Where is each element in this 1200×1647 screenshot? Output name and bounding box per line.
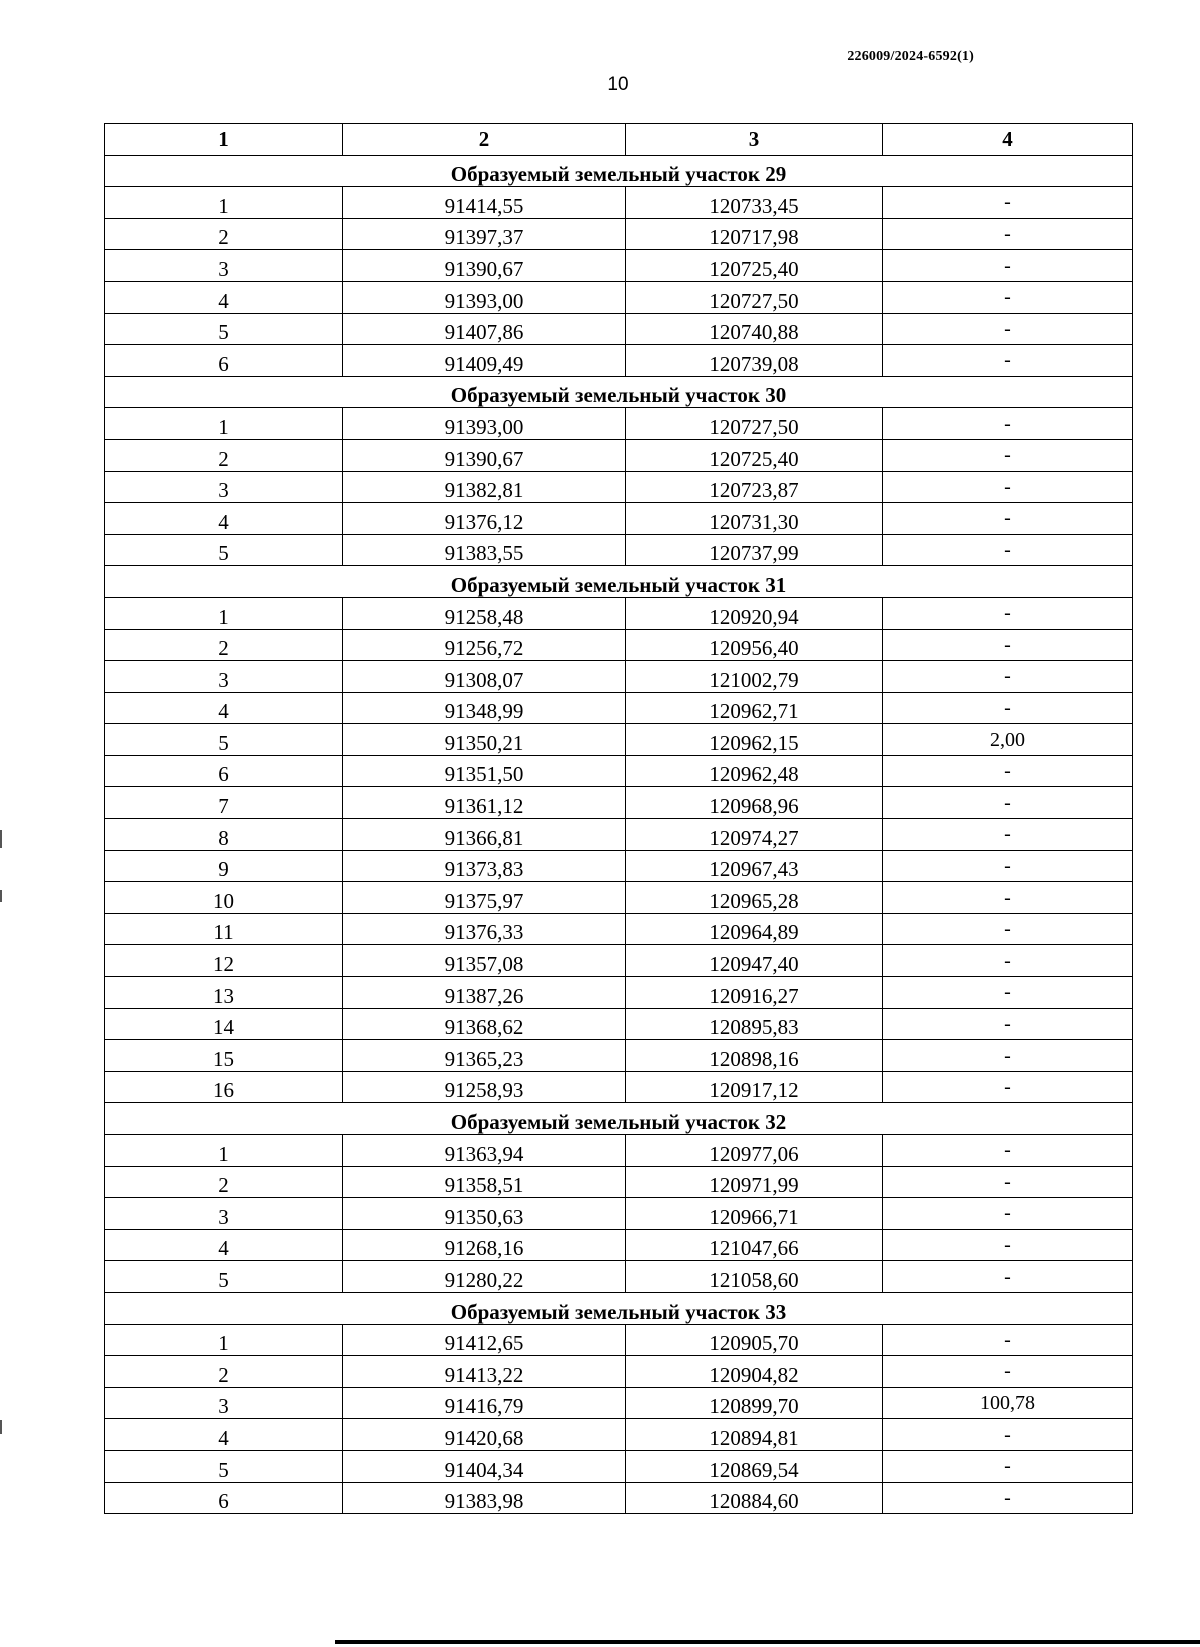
x-coordinate-cell: 91358,51 <box>343 1166 626 1198</box>
point-number-cell: 4 <box>105 503 343 535</box>
point-number-cell: 14 <box>105 1008 343 1040</box>
point-number-cell: 10 <box>105 882 343 914</box>
value-cell: - <box>883 187 1133 219</box>
scan-edge-mark <box>0 1420 2 1434</box>
y-coordinate-cell: 120884,60 <box>626 1482 883 1514</box>
table-row <box>105 1198 1133 1230</box>
table-row <box>105 1419 1133 1451</box>
point-number-cell: 13 <box>105 977 343 1009</box>
table-row <box>105 661 1133 693</box>
x-coordinate-cell: 91258,93 <box>343 1071 626 1103</box>
point-number-cell: 3 <box>105 661 343 693</box>
section-title-row <box>105 155 1133 187</box>
y-coordinate-cell: 120717,98 <box>626 218 883 250</box>
point-number-cell: 5 <box>105 534 343 566</box>
point-number-cell: 3 <box>105 1387 343 1419</box>
value-cell: - <box>883 1419 1133 1451</box>
table-row <box>105 1261 1133 1293</box>
y-coordinate-cell: 120740,88 <box>626 313 883 345</box>
table-row <box>105 345 1133 377</box>
table-row <box>105 1324 1133 1356</box>
value-cell: - <box>883 471 1133 503</box>
y-coordinate-cell: 120727,50 <box>626 408 883 440</box>
y-coordinate-cell: 121058,60 <box>626 1261 883 1293</box>
x-coordinate-cell: 91390,67 <box>343 439 626 471</box>
column-header-row <box>105 124 1133 156</box>
table-row <box>105 1482 1133 1514</box>
x-coordinate-cell: 91416,79 <box>343 1387 626 1419</box>
coordinates-table <box>104 123 1133 1514</box>
value-cell: - <box>883 218 1133 250</box>
point-number-cell: 5 <box>105 1261 343 1293</box>
section-title: Образуемый земельный участок 29 <box>105 155 1133 187</box>
y-coordinate-cell: 120737,99 <box>626 534 883 566</box>
y-coordinate-cell: 120967,43 <box>626 850 883 882</box>
value-cell: - <box>883 755 1133 787</box>
table-row <box>105 439 1133 471</box>
table-body <box>105 155 1133 1514</box>
section-title: Образуемый земельный участок 30 <box>105 376 1133 408</box>
y-coordinate-cell: 120898,16 <box>626 1040 883 1072</box>
table-row <box>105 187 1133 219</box>
table-row <box>105 1450 1133 1482</box>
x-coordinate-cell: 91357,08 <box>343 945 626 977</box>
x-coordinate-cell: 91413,22 <box>343 1356 626 1388</box>
y-coordinate-cell: 120966,71 <box>626 1198 883 1230</box>
x-coordinate-cell: 91420,68 <box>343 1419 626 1451</box>
value-cell: - <box>883 819 1133 851</box>
table-row <box>105 250 1133 282</box>
y-coordinate-cell: 120731,30 <box>626 503 883 535</box>
section-title-row <box>105 1292 1133 1324</box>
table-row <box>105 819 1133 851</box>
point-number-cell: 6 <box>105 755 343 787</box>
point-number-cell: 5 <box>105 724 343 756</box>
y-coordinate-cell: 121047,66 <box>626 1229 883 1261</box>
table-row <box>105 534 1133 566</box>
y-coordinate-cell: 120895,83 <box>626 1008 883 1040</box>
x-coordinate-cell: 91382,81 <box>343 471 626 503</box>
x-coordinate-cell: 91268,16 <box>343 1229 626 1261</box>
table-row <box>105 1229 1133 1261</box>
point-number-cell: 4 <box>105 281 343 313</box>
y-coordinate-cell: 120977,06 <box>626 1135 883 1167</box>
value-cell: - <box>883 1229 1133 1261</box>
value-cell: 100,78 <box>883 1387 1133 1419</box>
x-coordinate-cell: 91350,63 <box>343 1198 626 1230</box>
y-coordinate-cell: 120964,89 <box>626 913 883 945</box>
y-coordinate-cell: 120968,96 <box>626 787 883 819</box>
y-coordinate-cell: 120905,70 <box>626 1324 883 1356</box>
point-number-cell: 4 <box>105 692 343 724</box>
table-row <box>105 945 1133 977</box>
value-cell: - <box>883 629 1133 661</box>
y-coordinate-cell: 121002,79 <box>626 661 883 693</box>
point-number-cell: 1 <box>105 187 343 219</box>
point-number-cell: 4 <box>105 1229 343 1261</box>
x-coordinate-cell: 91383,55 <box>343 534 626 566</box>
table-row <box>105 1135 1133 1167</box>
x-coordinate-cell: 91393,00 <box>343 408 626 440</box>
table-row <box>105 692 1133 724</box>
x-coordinate-cell: 91383,98 <box>343 1482 626 1514</box>
y-coordinate-cell: 120947,40 <box>626 945 883 977</box>
table-row <box>105 408 1133 440</box>
point-number-cell: 2 <box>105 629 343 661</box>
point-number-cell: 6 <box>105 345 343 377</box>
value-cell: - <box>883 977 1133 1009</box>
x-coordinate-cell: 91412,65 <box>343 1324 626 1356</box>
table-row <box>105 629 1133 661</box>
table-row <box>105 1040 1133 1072</box>
value-cell: - <box>883 661 1133 693</box>
table-row <box>105 977 1133 1009</box>
column-header: 4 <box>883 124 1133 156</box>
table-row <box>105 1387 1133 1419</box>
y-coordinate-cell: 120916,27 <box>626 977 883 1009</box>
point-number-cell: 1 <box>105 1135 343 1167</box>
x-coordinate-cell: 91404,34 <box>343 1450 626 1482</box>
table-row <box>105 471 1133 503</box>
point-number-cell: 1 <box>105 1324 343 1356</box>
x-coordinate-cell: 91407,86 <box>343 313 626 345</box>
value-cell: - <box>883 250 1133 282</box>
value-cell: - <box>883 1071 1133 1103</box>
value-cell: - <box>883 1166 1133 1198</box>
y-coordinate-cell: 120723,87 <box>626 471 883 503</box>
x-coordinate-cell: 91390,67 <box>343 250 626 282</box>
section-title-row <box>105 376 1133 408</box>
x-coordinate-cell: 91414,55 <box>343 187 626 219</box>
y-coordinate-cell: 120971,99 <box>626 1166 883 1198</box>
point-number-cell: 2 <box>105 1166 343 1198</box>
value-cell: - <box>883 408 1133 440</box>
section-title-row <box>105 566 1133 598</box>
y-coordinate-cell: 120917,12 <box>626 1071 883 1103</box>
value-cell: - <box>883 1450 1133 1482</box>
table-row <box>105 724 1133 756</box>
table-row <box>105 755 1133 787</box>
x-coordinate-cell: 91351,50 <box>343 755 626 787</box>
x-coordinate-cell: 91365,23 <box>343 1040 626 1072</box>
point-number-cell: 4 <box>105 1419 343 1451</box>
page-number: 10 <box>607 74 629 95</box>
y-coordinate-cell: 120733,45 <box>626 187 883 219</box>
bottom-rule <box>335 1640 1200 1644</box>
x-coordinate-cell: 91361,12 <box>343 787 626 819</box>
x-coordinate-cell: 91258,48 <box>343 597 626 629</box>
table-row <box>105 503 1133 535</box>
point-number-cell: 8 <box>105 819 343 851</box>
x-coordinate-cell: 91373,83 <box>343 850 626 882</box>
value-cell: - <box>883 1040 1133 1072</box>
x-coordinate-cell: 91409,49 <box>343 345 626 377</box>
x-coordinate-cell: 91366,81 <box>343 819 626 851</box>
x-coordinate-cell: 91280,22 <box>343 1261 626 1293</box>
y-coordinate-cell: 120727,50 <box>626 281 883 313</box>
value-cell: - <box>883 1261 1133 1293</box>
y-coordinate-cell: 120956,40 <box>626 629 883 661</box>
y-coordinate-cell: 120869,54 <box>626 1450 883 1482</box>
y-coordinate-cell: 120725,40 <box>626 439 883 471</box>
point-number-cell: 3 <box>105 1198 343 1230</box>
y-coordinate-cell: 120974,27 <box>626 819 883 851</box>
point-number-cell: 16 <box>105 1071 343 1103</box>
value-cell: - <box>883 345 1133 377</box>
value-cell: - <box>883 597 1133 629</box>
value-cell: - <box>883 692 1133 724</box>
value-cell: - <box>883 945 1133 977</box>
value-cell: 2,00 <box>883 724 1133 756</box>
y-coordinate-cell: 120725,40 <box>626 250 883 282</box>
value-cell: - <box>883 913 1133 945</box>
x-coordinate-cell: 91397,37 <box>343 218 626 250</box>
value-cell: - <box>883 1324 1133 1356</box>
table-row <box>105 1356 1133 1388</box>
value-cell: - <box>883 503 1133 535</box>
point-number-cell: 2 <box>105 1356 343 1388</box>
point-number-cell: 11 <box>105 913 343 945</box>
value-cell: - <box>883 787 1133 819</box>
y-coordinate-cell: 120965,28 <box>626 882 883 914</box>
value-cell: - <box>883 281 1133 313</box>
x-coordinate-cell: 91363,94 <box>343 1135 626 1167</box>
y-coordinate-cell: 120894,81 <box>626 1419 883 1451</box>
column-header: 1 <box>105 124 343 156</box>
point-number-cell: 15 <box>105 1040 343 1072</box>
value-cell: - <box>883 439 1133 471</box>
x-coordinate-cell: 91375,97 <box>343 882 626 914</box>
x-coordinate-cell: 91256,72 <box>343 629 626 661</box>
table-row <box>105 1008 1133 1040</box>
scan-edge-mark <box>0 830 2 848</box>
table-row <box>105 597 1133 629</box>
y-coordinate-cell: 120920,94 <box>626 597 883 629</box>
y-coordinate-cell: 120899,70 <box>626 1387 883 1419</box>
x-coordinate-cell: 91308,07 <box>343 661 626 693</box>
document-id: 226009/2024-6592(1) <box>847 49 974 64</box>
column-header: 3 <box>626 124 883 156</box>
x-coordinate-cell: 91348,99 <box>343 692 626 724</box>
x-coordinate-cell: 91368,62 <box>343 1008 626 1040</box>
point-number-cell: 1 <box>105 408 343 440</box>
point-number-cell: 7 <box>105 787 343 819</box>
table-row <box>105 850 1133 882</box>
value-cell: - <box>883 1008 1133 1040</box>
value-cell: - <box>883 1356 1133 1388</box>
point-number-cell: 3 <box>105 250 343 282</box>
table-row <box>105 882 1133 914</box>
x-coordinate-cell: 91350,21 <box>343 724 626 756</box>
section-title: Образуемый земельный участок 33 <box>105 1292 1133 1324</box>
point-number-cell: 3 <box>105 471 343 503</box>
point-number-cell: 2 <box>105 439 343 471</box>
table-row <box>105 787 1133 819</box>
table-row <box>105 313 1133 345</box>
value-cell: - <box>883 1135 1133 1167</box>
y-coordinate-cell: 120904,82 <box>626 1356 883 1388</box>
y-coordinate-cell: 120739,08 <box>626 345 883 377</box>
point-number-cell: 9 <box>105 850 343 882</box>
table-row <box>105 1166 1133 1198</box>
x-coordinate-cell: 91387,26 <box>343 977 626 1009</box>
y-coordinate-cell: 120962,48 <box>626 755 883 787</box>
column-header: 2 <box>343 124 626 156</box>
point-number-cell: 2 <box>105 218 343 250</box>
table-row <box>105 218 1133 250</box>
value-cell: - <box>883 313 1133 345</box>
point-number-cell: 6 <box>105 1482 343 1514</box>
section-title: Образуемый земельный участок 32 <box>105 1103 1133 1135</box>
x-coordinate-cell: 91393,00 <box>343 281 626 313</box>
section-title-row <box>105 1103 1133 1135</box>
scan-edge-mark <box>0 890 2 902</box>
y-coordinate-cell: 120962,71 <box>626 692 883 724</box>
point-number-cell: 1 <box>105 597 343 629</box>
value-cell: - <box>883 1198 1133 1230</box>
x-coordinate-cell: 91376,12 <box>343 503 626 535</box>
table-row <box>105 913 1133 945</box>
point-number-cell: 5 <box>105 1450 343 1482</box>
table-row <box>105 281 1133 313</box>
value-cell: - <box>883 882 1133 914</box>
value-cell: - <box>883 1482 1133 1514</box>
table-row <box>105 1071 1133 1103</box>
value-cell: - <box>883 850 1133 882</box>
y-coordinate-cell: 120962,15 <box>626 724 883 756</box>
value-cell: - <box>883 534 1133 566</box>
point-number-cell: 5 <box>105 313 343 345</box>
x-coordinate-cell: 91376,33 <box>343 913 626 945</box>
point-number-cell: 12 <box>105 945 343 977</box>
section-title: Образуемый земельный участок 31 <box>105 566 1133 598</box>
